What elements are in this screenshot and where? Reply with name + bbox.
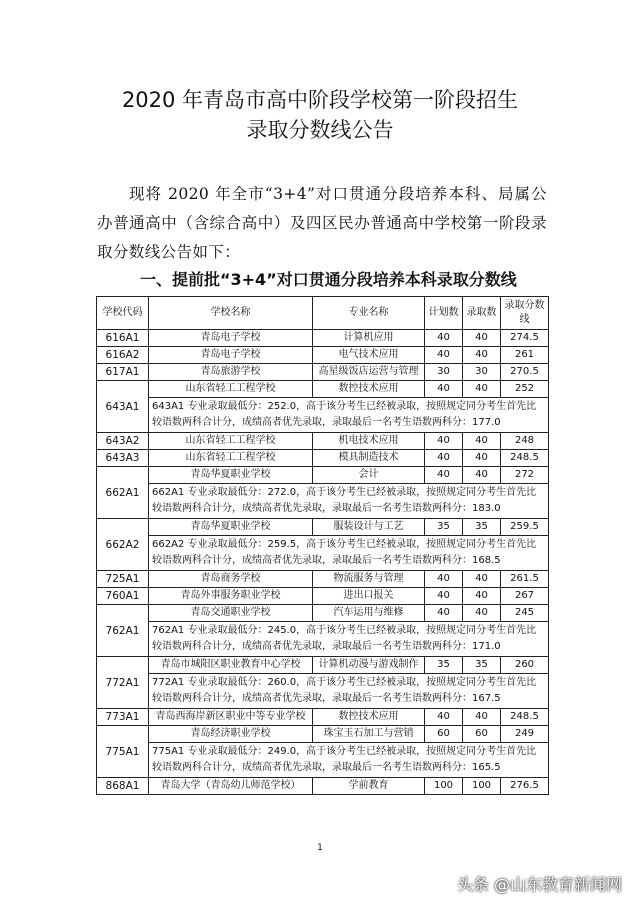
table-row <box>97 709 549 726</box>
cell-score: 245 <box>501 605 549 622</box>
cell-score: 261 <box>501 347 549 364</box>
cell-school: 青岛西海岸新区职业中等专业学校 <box>149 709 313 726</box>
cell-major: 服装设计与工艺 <box>313 519 425 536</box>
admission-score-table <box>96 296 549 795</box>
cell-score: 267 <box>501 588 549 605</box>
cell-major: 计算机动漫与游戏制作 <box>313 657 425 674</box>
cell-major: 汽车运用与维修 <box>313 605 425 622</box>
cell-admit: 40 <box>463 433 501 450</box>
cell-school: 山东省轻工工程学校 <box>149 381 313 398</box>
table-row <box>97 433 549 450</box>
document-title-line1: 2020 年青岛市高中阶段学校第一阶段招生 <box>121 88 519 112</box>
header-cell: 学校代码 <box>97 297 149 330</box>
cell-score: 276.5 <box>501 778 549 795</box>
cell-admit: 100 <box>463 778 501 795</box>
cell-plan: 100 <box>425 778 463 795</box>
cell-plan: 40 <box>425 467 463 484</box>
table-row <box>97 347 549 364</box>
cell-score: 272 <box>501 467 549 484</box>
cell-admit: 40 <box>463 588 501 605</box>
cell-admit: 40 <box>463 347 501 364</box>
table-row <box>97 605 549 622</box>
cell-code: 773A1 <box>97 709 149 726</box>
header-cell: 录取数 <box>463 297 501 330</box>
cell-score: 248.5 <box>501 709 549 726</box>
table-note-row <box>97 674 549 709</box>
table-row <box>97 381 549 398</box>
cell-school: 青岛电子学校 <box>149 347 313 364</box>
cell-code: 643A2 <box>97 433 149 450</box>
cell-admit: 40 <box>463 450 501 467</box>
cell-plan: 40 <box>425 605 463 622</box>
cell-note: 662A1 专业录取最低分：272.0，高于该分考生已经被录取，按照规定同分考生首先比较语数两科合计分，成绩高者优先录取，录取最后一名考生语数两科分：183.0 <box>149 484 549 519</box>
cell-score: 248 <box>501 433 549 450</box>
cell-admit: 35 <box>463 657 501 674</box>
document-title-line2: 录取分数线公告 <box>246 118 394 142</box>
cell-note: 643A1 专业录取最低分：252.0，高于该分考生已经被录取，按照规定同分考生首先比较语数两科合计分，成绩高者优先录取，录取最后一名考生语数两科分：177.0 <box>149 398 549 433</box>
cell-admit: 40 <box>463 381 501 398</box>
cell-score: 260 <box>501 657 549 674</box>
cell-code: 617A1 <box>97 364 149 381</box>
cell-score: 252 <box>501 381 549 398</box>
header-cell: 专业名称 <box>313 297 425 330</box>
cell-plan: 40 <box>425 330 463 347</box>
table-row <box>97 450 549 467</box>
cell-code: 643A1 <box>97 381 149 433</box>
cell-code: 772A1 <box>97 657 149 709</box>
cell-code: 775A1 <box>97 726 149 778</box>
cell-school: 山东省轻工工程学校 <box>149 433 313 450</box>
table-note-row <box>97 743 549 778</box>
header-cell: 计划数 <box>425 297 463 330</box>
cell-admit: 40 <box>463 605 501 622</box>
page-number: 1 <box>317 843 323 853</box>
cell-code: 616A1 <box>97 330 149 347</box>
cell-code: 662A2 <box>97 519 149 571</box>
cell-score: 274.5 <box>501 330 549 347</box>
table-row <box>97 726 549 743</box>
cell-plan: 40 <box>425 709 463 726</box>
cell-score: 270.5 <box>501 364 549 381</box>
cell-admit: 30 <box>463 364 501 381</box>
cell-score: 249 <box>501 726 549 743</box>
cell-major: 物流服务与管理 <box>313 571 425 588</box>
section-heading: 一、提前批“3+4”对口贯通分段培养本科录取分数线 <box>140 270 517 289</box>
table-header-row <box>97 297 549 330</box>
cell-major: 进出口报关 <box>313 588 425 605</box>
cell-code: 643A3 <box>97 450 149 467</box>
table-row <box>97 588 549 605</box>
table-row <box>97 519 549 536</box>
cell-major: 数控技术应用 <box>313 709 425 726</box>
cell-note: 762A1 专业录取最低分：245.0，高于该分考生已经被录取，按照规定同分考生首先比较语数两科合计分，成绩高者优先录取，录取最后一名考生语数两科分：171.0 <box>149 622 549 657</box>
cell-major: 会计 <box>313 467 425 484</box>
cell-code: 760A1 <box>97 588 149 605</box>
header-cell: 录取分数线 <box>501 297 549 330</box>
cell-major: 珠宝玉石加工与营销 <box>313 726 425 743</box>
cell-note: 775A1 专业录取最低分：249.0，高于该分考生已经被录取，按照规定同分考生首先比较语数两科合计分，成绩高者优先录取，录取最后一名考生语数两科分：165.5 <box>149 743 549 778</box>
cell-code: 662A1 <box>97 467 149 519</box>
cell-school: 青岛市城阳区职业教育中心学校 <box>149 657 313 674</box>
cell-plan: 30 <box>425 364 463 381</box>
cell-note: 662A2 专业录取最低分：259.5，高于该分考生已经被录取，按照规定同分考生首先比较语数两科合计分，成绩高者优先录取，录取最后一名考生语数两科分：168.5 <box>149 536 549 571</box>
table-row <box>97 364 549 381</box>
cell-plan: 35 <box>425 519 463 536</box>
cell-school: 青岛华夏职业学校 <box>149 467 313 484</box>
table-row <box>97 571 549 588</box>
cell-school: 青岛华夏职业学校 <box>149 519 313 536</box>
cell-note: 772A1 专业录取最低分：260.0，高于该分考生已经被录取，按照规定同分考生首先比较语数两科合计分，成绩高者优先录取，录取最后一名考生语数两科分：167.5 <box>149 674 549 709</box>
cell-school: 青岛外事服务职业学校 <box>149 588 313 605</box>
table-row <box>97 467 549 484</box>
cell-school: 青岛大学（青岛幼儿师范学校） <box>149 778 313 795</box>
cell-code: 868A1 <box>97 778 149 795</box>
cell-plan: 35 <box>425 657 463 674</box>
cell-plan: 40 <box>425 381 463 398</box>
cell-code: 762A1 <box>97 605 149 657</box>
cell-plan: 40 <box>425 571 463 588</box>
cell-plan: 40 <box>425 347 463 364</box>
cell-school: 青岛旅游学校 <box>149 364 313 381</box>
cell-major: 学前教育 <box>313 778 425 795</box>
header-cell: 学校名称 <box>149 297 313 330</box>
table-row <box>97 657 549 674</box>
cell-major: 计算机应用 <box>313 330 425 347</box>
cell-major: 机电技术应用 <box>313 433 425 450</box>
cell-school: 青岛电子学校 <box>149 330 313 347</box>
cell-code: 616A2 <box>97 347 149 364</box>
cell-admit: 35 <box>463 519 501 536</box>
cell-school: 青岛经济职业学校 <box>149 726 313 743</box>
cell-admit: 40 <box>463 709 501 726</box>
cell-plan: 60 <box>425 726 463 743</box>
cell-admit: 40 <box>463 571 501 588</box>
cell-school: 青岛交通职业学校 <box>149 605 313 622</box>
cell-major: 电气技术应用 <box>313 347 425 364</box>
cell-major: 数控技术应用 <box>313 381 425 398</box>
cell-admit: 40 <box>463 467 501 484</box>
table-note-row <box>97 536 549 571</box>
intro-paragraph: 现将 2020 年全市“3+4”对口贯通分段培养本科、局属公办普通高中（含综合高中）及四区民办普通高中学校第一阶段录取分数线公告如下： <box>97 185 547 261</box>
cell-plan: 40 <box>425 433 463 450</box>
cell-score: 259.5 <box>501 519 549 536</box>
watermark-logo: 头条 @山东教育新闻网 <box>456 875 622 894</box>
cell-major: 高星级饭店运营与管理 <box>313 364 425 381</box>
cell-plan: 40 <box>425 450 463 467</box>
table-row <box>97 330 549 347</box>
cell-score: 261.5 <box>501 571 549 588</box>
cell-admit: 40 <box>463 330 501 347</box>
cell-school: 山东省轻工工程学校 <box>149 450 313 467</box>
cell-plan: 40 <box>425 588 463 605</box>
cell-major: 模具制造技术 <box>313 450 425 467</box>
table-note-row <box>97 398 549 433</box>
table-row <box>97 778 549 795</box>
table-note-row <box>97 484 549 519</box>
cell-school: 青岛商务学校 <box>149 571 313 588</box>
table-note-row <box>97 622 549 657</box>
cell-code: 725A1 <box>97 571 149 588</box>
cell-score: 248.5 <box>501 450 549 467</box>
cell-admit: 60 <box>463 726 501 743</box>
